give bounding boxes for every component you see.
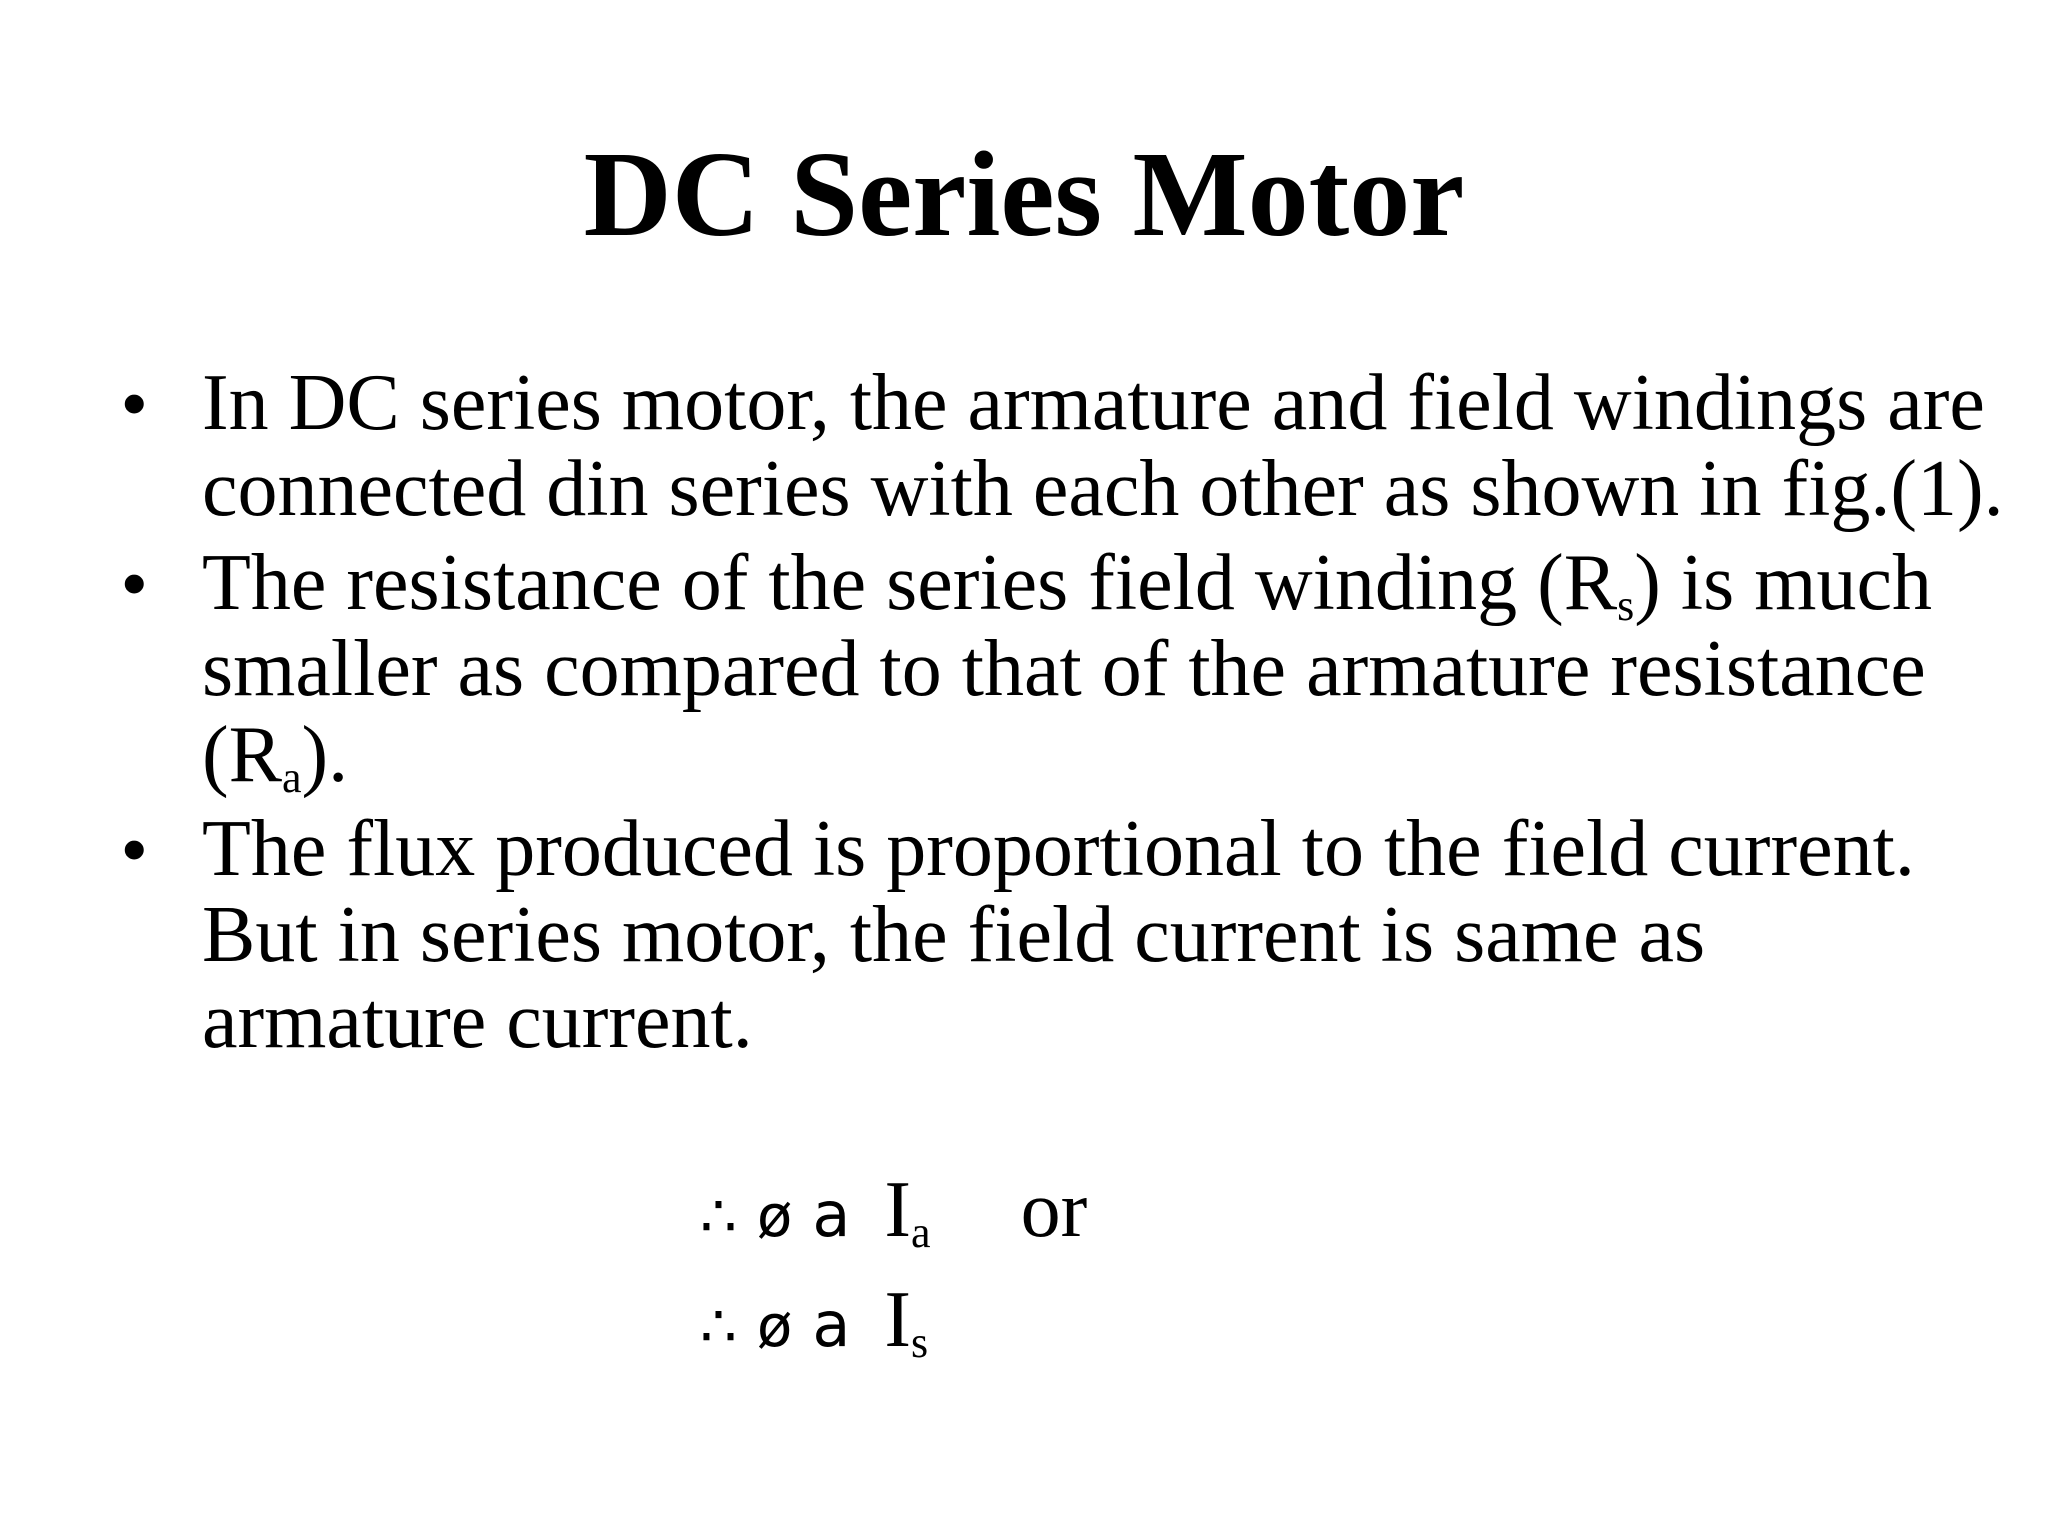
equation-2 bbox=[700, 1275, 928, 1371]
flux-symbol: ø bbox=[756, 1292, 793, 1360]
bullet-point-icon: • bbox=[122, 364, 147, 442]
proportional-symbol: a bbox=[812, 1288, 851, 1361]
current-subscript: s bbox=[911, 1318, 929, 1367]
bullet-text-1: In DC series motor, the armature and field windings are connected din series with each other as shown in fig.(1). bbox=[202, 359, 2004, 533]
bullet-text-3: The flux produced is proportional to the field current. But in series motor, the field current is same as armature current. bbox=[202, 805, 1915, 1065]
bullet-point-icon: • bbox=[122, 544, 147, 622]
bullet-item-2 bbox=[122, 539, 1952, 802]
flux-symbol: ø bbox=[756, 1182, 793, 1250]
equation-connector: or bbox=[1020, 1166, 1088, 1254]
current-variable: I bbox=[884, 1166, 912, 1254]
subscript-a: a bbox=[282, 753, 302, 802]
proportional-symbol: a bbox=[812, 1178, 851, 1251]
bullet-item-3 bbox=[122, 806, 1952, 1064]
bullet-item-1 bbox=[122, 360, 2032, 532]
therefore-symbol: ∴ bbox=[700, 1292, 737, 1360]
current-variable: I bbox=[884, 1276, 912, 1364]
bullet-text-2c: ). bbox=[301, 711, 349, 799]
current-subscript: a bbox=[911, 1208, 931, 1257]
bullet-point-icon: • bbox=[122, 810, 147, 888]
bullet-text-2a: The resistance of the series field winding (R bbox=[202, 539, 1618, 627]
bullet-text-2b: ) is much smaller as compared to that of the armature resistance (R bbox=[202, 539, 1932, 799]
bullet-list bbox=[122, 359, 2004, 1065]
therefore-symbol: ∴ bbox=[700, 1182, 737, 1250]
slide-title: DC Series Motor bbox=[583, 127, 1465, 262]
equation-1 bbox=[700, 1165, 1087, 1261]
subscript-s: s bbox=[1617, 581, 1635, 630]
